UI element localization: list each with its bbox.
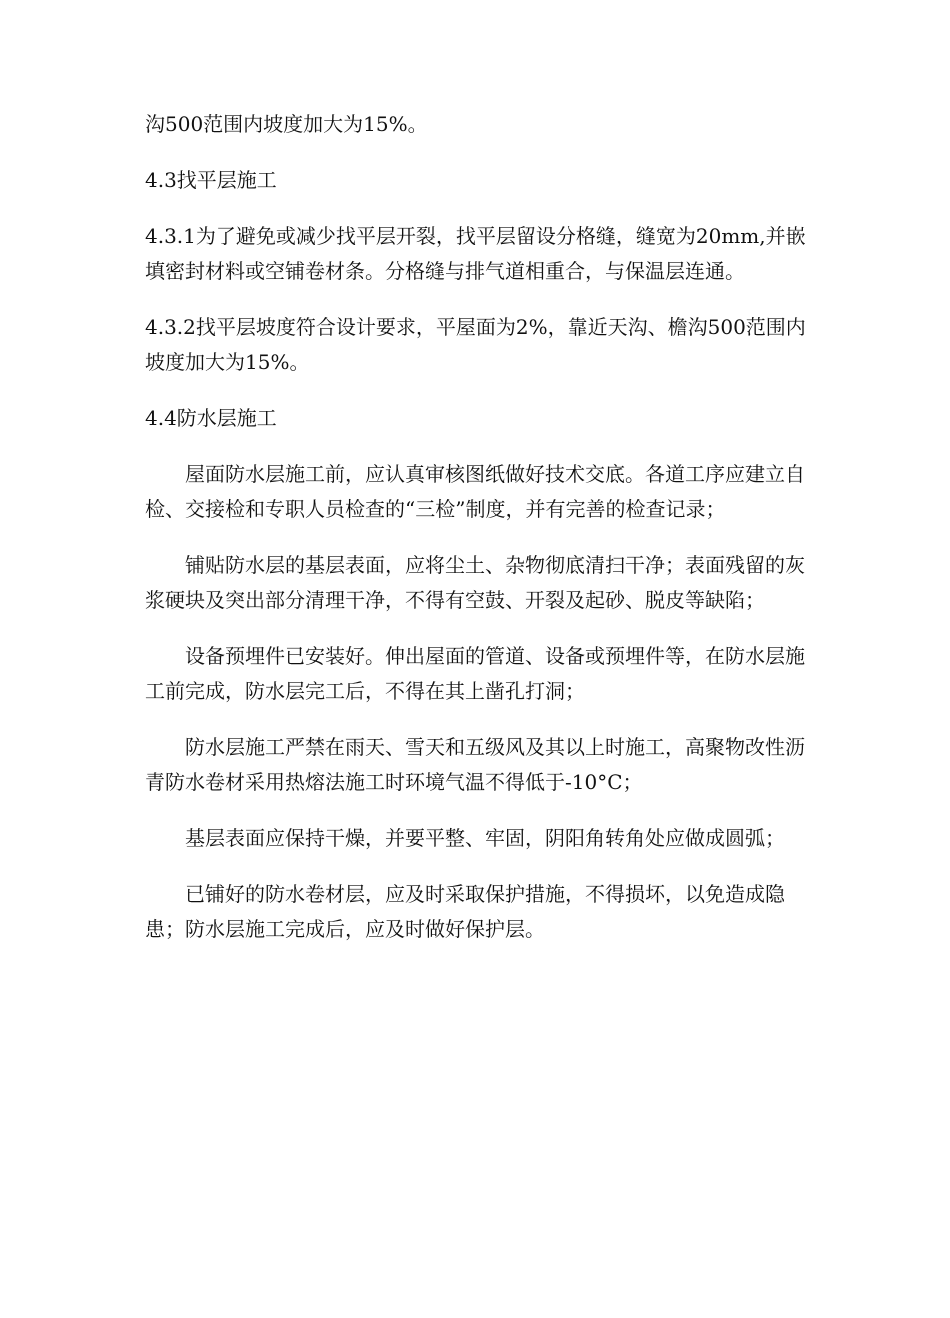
paragraph-base-surface-cleaning: 铺贴防水层的基层表面，应将尘土、杂物彻底清扫干净；表面残留的灰浆硬块及突出部分清理干净，不得有空鼓、开裂及起砂、脱皮等缺陷；	[145, 553, 805, 612]
paragraph-base-dry-flat: 基层表面应保持干燥，并要平整、牢固，阴阳角转角处应做成圆弧；	[185, 826, 785, 850]
paragraph-4-3-1: 4.3.1为了避免或减少找平层开裂，找平层留设分格缝，缝宽为20mm,并嵌填密封材料或空铺卷材条。分格缝与排气道相重合，与保温层连通。	[145, 224, 806, 283]
paragraph-4-3-2: 4.3.2找平层坡度符合设计要求，平屋面为2%，靠近天沟、檐沟500范围内坡度加大为15%。	[145, 315, 806, 374]
document-body	[145, 107, 810, 968]
paragraph-continuation: 沟500范围内坡度加大为15%。	[145, 112, 428, 136]
paragraph-protection-layer: 已铺好的防水卷材层，应及时采取保护措施，不得损坏，以免造成隐患；防水层施工完成后，应及时做好保护层。	[145, 882, 785, 941]
paragraph-weather-restrictions: 防水层施工严禁在雨天、雪天和五级风及其以上时施工，高聚物改性沥青防水卷材采用热熔法施工时环境气温不得低于-10°C；	[145, 735, 805, 794]
section-heading-4-3: 4.3找平层施工	[145, 168, 277, 192]
paragraph-technical-briefing: 屋面防水层施工前，应认真审核图纸做好技术交底。各道工序应建立自检、交接检和专职人员检查的“三检”制度，并有完善的检查记录；	[145, 462, 805, 521]
section-heading-4-4: 4.4防水层施工	[145, 406, 277, 430]
paragraph-embedded-parts: 设备预埋件已安装好。伸出屋面的管道、设备或预埋件等，在防水层施工前完成，防水层完工后，不得在其上凿孔打洞；	[145, 644, 805, 703]
